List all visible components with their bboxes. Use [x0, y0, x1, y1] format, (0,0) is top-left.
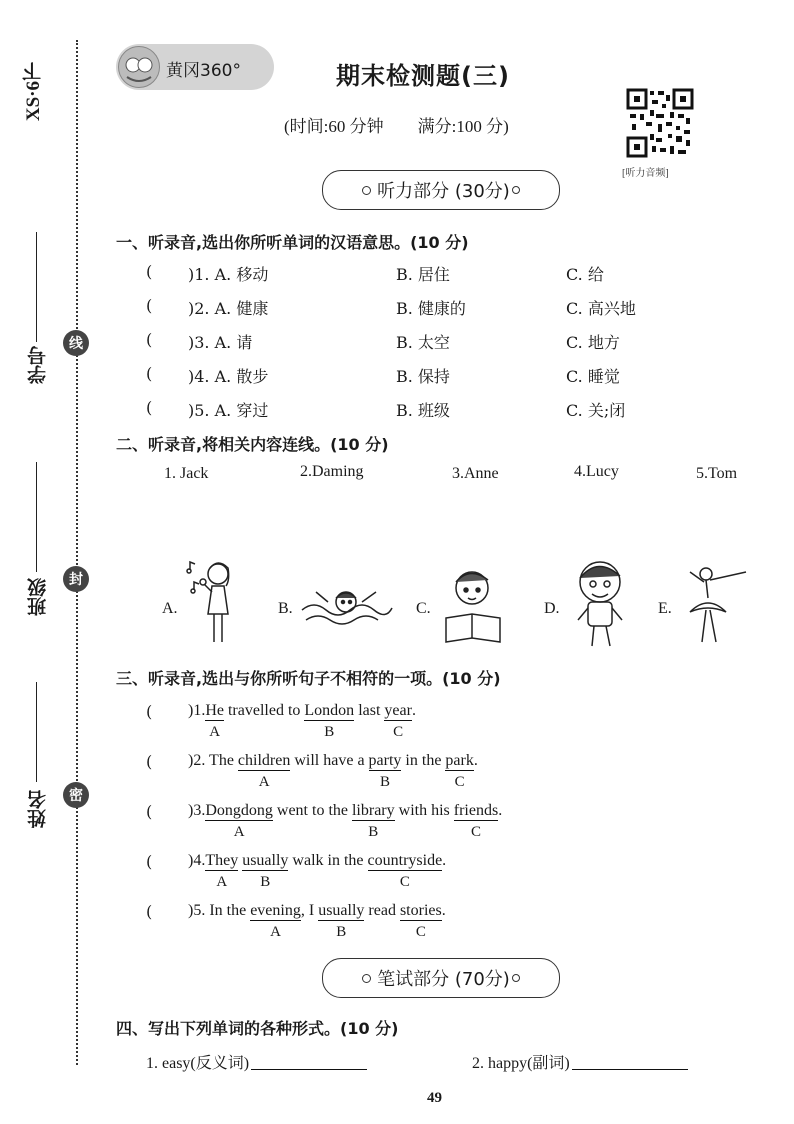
- option-c-text: park: [445, 752, 474, 769]
- banner-dot-icon: [512, 186, 520, 194]
- question-easy: [146, 1050, 367, 1073]
- class-label: 班级: [27, 578, 49, 616]
- sentence-text: with his: [394, 802, 454, 819]
- item-option-b: B. 居住: [396, 265, 450, 284]
- question-happy: [472, 1050, 688, 1073]
- part1-heading: 一、听录音,选出你所听单词的汉语意思。(10 分): [116, 233, 469, 252]
- picture-label-b: B.: [278, 600, 293, 617]
- sentence-text: in the: [401, 752, 446, 769]
- item-option-a: )3. A. 请: [188, 333, 253, 352]
- option-b-text: London: [304, 702, 355, 719]
- option-a-underline[interactable]: [205, 802, 273, 840]
- option-b-underline[interactable]: [304, 702, 355, 740]
- item-option-b: B. 班级: [396, 401, 450, 420]
- student-id-label: 学号: [27, 346, 49, 384]
- option-a-underline[interactable]: [205, 852, 239, 890]
- sentence-number: )2. The: [188, 752, 238, 769]
- name-tom[interactable]: 5.Tom: [696, 465, 738, 482]
- page-title: 期末检测题(三): [336, 62, 510, 90]
- answer-paren[interactable]: (: [146, 702, 153, 721]
- answer-paren[interactable]: (: [146, 802, 153, 821]
- boy-swimming-icon[interactable]: [298, 580, 394, 640]
- option-b-text: usually: [318, 902, 365, 919]
- brand-badge-text: 黄冈360°: [166, 61, 241, 81]
- sentence-end: .: [411, 702, 416, 719]
- picture-label-a: A.: [162, 600, 178, 617]
- name-lucy[interactable]: 4.Lucy: [574, 463, 619, 480]
- name-label: 姓名: [27, 790, 49, 828]
- banner-dot-icon: [362, 974, 371, 983]
- option-b-underline[interactable]: [242, 852, 289, 890]
- option-a-label: A: [270, 924, 281, 940]
- item-option-c: C. 高兴地: [566, 299, 636, 318]
- item-option-a: )2. A. 健康: [188, 299, 269, 318]
- answer-blank[interactable]: [572, 1055, 688, 1070]
- answer-paren[interactable]: (: [146, 752, 153, 771]
- answer-paren[interactable]: (: [146, 902, 153, 921]
- sentence-end: .: [441, 902, 446, 919]
- item-option-b: B. 保持: [396, 367, 450, 386]
- banner-dot-icon: [362, 186, 371, 195]
- option-a-label: A: [216, 874, 228, 890]
- item-option-a: )4. A. 散步: [188, 367, 269, 386]
- writing-banner-text: 笔试部分 (70分): [377, 969, 510, 990]
- ballet-dancer-icon[interactable]: [680, 564, 752, 652]
- option-b-label: B: [368, 824, 379, 840]
- name-daming[interactable]: 2.Daming: [300, 463, 364, 480]
- sentence-1: [188, 702, 416, 740]
- answer-paren[interactable]: (: [146, 262, 153, 281]
- option-c-underline[interactable]: [384, 702, 412, 740]
- grade-code: XS·6下: [23, 62, 44, 122]
- option-a-label: A: [209, 724, 221, 740]
- option-b-text: party: [368, 752, 402, 769]
- option-b-label: B: [324, 724, 335, 740]
- option-b-underline[interactable]: [318, 902, 365, 940]
- class-line: [36, 462, 37, 572]
- item-option-c: C. 关;闭: [566, 401, 626, 420]
- sentence-text: last: [354, 702, 385, 719]
- sentence-2: [188, 752, 478, 790]
- option-c-text: year: [384, 702, 412, 719]
- option-b-label: B: [336, 924, 347, 940]
- exam-info: (时间:60 分钟 满分:100 分): [284, 117, 509, 136]
- listening-banner-text: 听力部分 (30分): [377, 181, 510, 202]
- part2-heading: 二、听录音,将相关内容连线。(10 分): [116, 435, 389, 454]
- answer-blank[interactable]: [251, 1055, 367, 1070]
- sentence-text: will have a: [290, 752, 369, 769]
- option-c-underline[interactable]: [445, 752, 474, 790]
- option-c-text: countryside: [367, 852, 443, 869]
- option-b-label: B: [260, 874, 271, 890]
- option-c-label: C: [393, 724, 404, 740]
- question-easy-label: 1. easy(反义词): [146, 1055, 250, 1072]
- option-a-underline[interactable]: [205, 702, 224, 740]
- seal-line: 线: [63, 330, 89, 356]
- name-line: [36, 682, 37, 782]
- option-c-label: C: [399, 874, 410, 890]
- sentence-number: )5. In the: [188, 902, 251, 919]
- part3-heading: 三、听录音,选出与你所听句子不相符的一项。(10 分): [116, 669, 501, 688]
- sentence-text: walk in the: [288, 852, 368, 869]
- sentence-end: .: [498, 802, 503, 819]
- option-a-underline[interactable]: [237, 752, 291, 790]
- boy-smiling-icon[interactable]: [570, 556, 630, 656]
- option-b-underline[interactable]: [351, 802, 395, 840]
- name-anne[interactable]: 3.Anne: [452, 465, 499, 482]
- option-a-text: He: [205, 702, 224, 719]
- item-option-c: C. 睡觉: [566, 367, 620, 386]
- answer-paren[interactable]: (: [146, 364, 153, 383]
- answer-paren[interactable]: (: [146, 296, 153, 315]
- seal-feng: 封: [63, 566, 89, 592]
- option-a-text: children: [237, 752, 291, 769]
- item-option-b: B. 健康的: [396, 299, 466, 318]
- sentence-4: [188, 852, 447, 890]
- sentence-text: travelled to: [223, 702, 305, 719]
- option-b-text: usually: [242, 852, 289, 869]
- answer-paren[interactable]: (: [146, 330, 153, 349]
- student-id-line: [36, 232, 37, 342]
- option-b-underline[interactable]: [368, 752, 402, 790]
- girl-singing-icon[interactable]: [184, 556, 240, 652]
- qr-caption: [听力音频]: [622, 168, 669, 179]
- option-a-text: Dongdong: [205, 802, 273, 819]
- option-a-label: A: [258, 774, 270, 790]
- picture-label-d: D.: [544, 600, 560, 617]
- option-a-text: evening: [250, 902, 301, 919]
- item-option-c: C. 地方: [566, 333, 620, 352]
- option-b-label: B: [379, 774, 390, 790]
- listening-section-banner: [322, 170, 560, 210]
- option-a-text: They: [205, 852, 239, 869]
- option-c-underline[interactable]: [399, 902, 442, 940]
- banner-dot-icon: [512, 974, 520, 982]
- option-c-label: C: [415, 924, 426, 940]
- answer-paren[interactable]: (: [146, 852, 153, 871]
- option-c-label: C: [454, 774, 465, 790]
- item-option-a: )1. A. 移动: [188, 265, 269, 284]
- option-a-underline[interactable]: [250, 902, 301, 940]
- sentence-number: )4.: [188, 852, 206, 869]
- option-c-text: stories: [399, 902, 442, 919]
- part4-heading: 四、写出下列单词的各种形式。(10 分): [116, 1019, 399, 1038]
- sentence-text: went to the: [272, 802, 352, 819]
- sentence-number: )1.: [188, 702, 206, 719]
- boy-reading-icon[interactable]: [440, 564, 506, 652]
- item-option-c: C. 给: [566, 265, 604, 284]
- option-c-label: C: [470, 824, 481, 840]
- item-option-b: B. 太空: [396, 333, 450, 352]
- question-happy-label: 2. happy(副词): [472, 1055, 570, 1072]
- answer-paren[interactable]: (: [146, 398, 153, 417]
- item-option-a: )5. A. 穿过: [188, 401, 269, 420]
- page-number: 49: [427, 1090, 442, 1106]
- option-a-label: A: [233, 824, 245, 840]
- name-jack[interactable]: 1. Jack: [164, 465, 209, 482]
- option-b-text: library: [351, 802, 395, 819]
- sentence-5: [188, 902, 446, 940]
- sentence-number: )3.: [188, 802, 206, 819]
- qr-code-icon[interactable]: [626, 88, 694, 158]
- sentence-text: , I: [300, 902, 319, 919]
- picture-label-e: E.: [658, 600, 672, 617]
- sentence-text: read: [364, 902, 400, 919]
- sentence-3: [188, 802, 503, 840]
- brand-logo-icon: [118, 46, 160, 88]
- binding-dotted-line: [76, 40, 78, 1065]
- option-c-underline[interactable]: [453, 802, 499, 840]
- sentence-end: .: [473, 752, 478, 769]
- writing-section-banner: [322, 958, 560, 998]
- picture-label-c: C.: [416, 600, 431, 617]
- option-c-text: friends: [453, 802, 499, 819]
- option-c-underline[interactable]: [367, 852, 443, 890]
- sentence-end: .: [442, 852, 447, 869]
- seal-mi: 密: [63, 782, 89, 808]
